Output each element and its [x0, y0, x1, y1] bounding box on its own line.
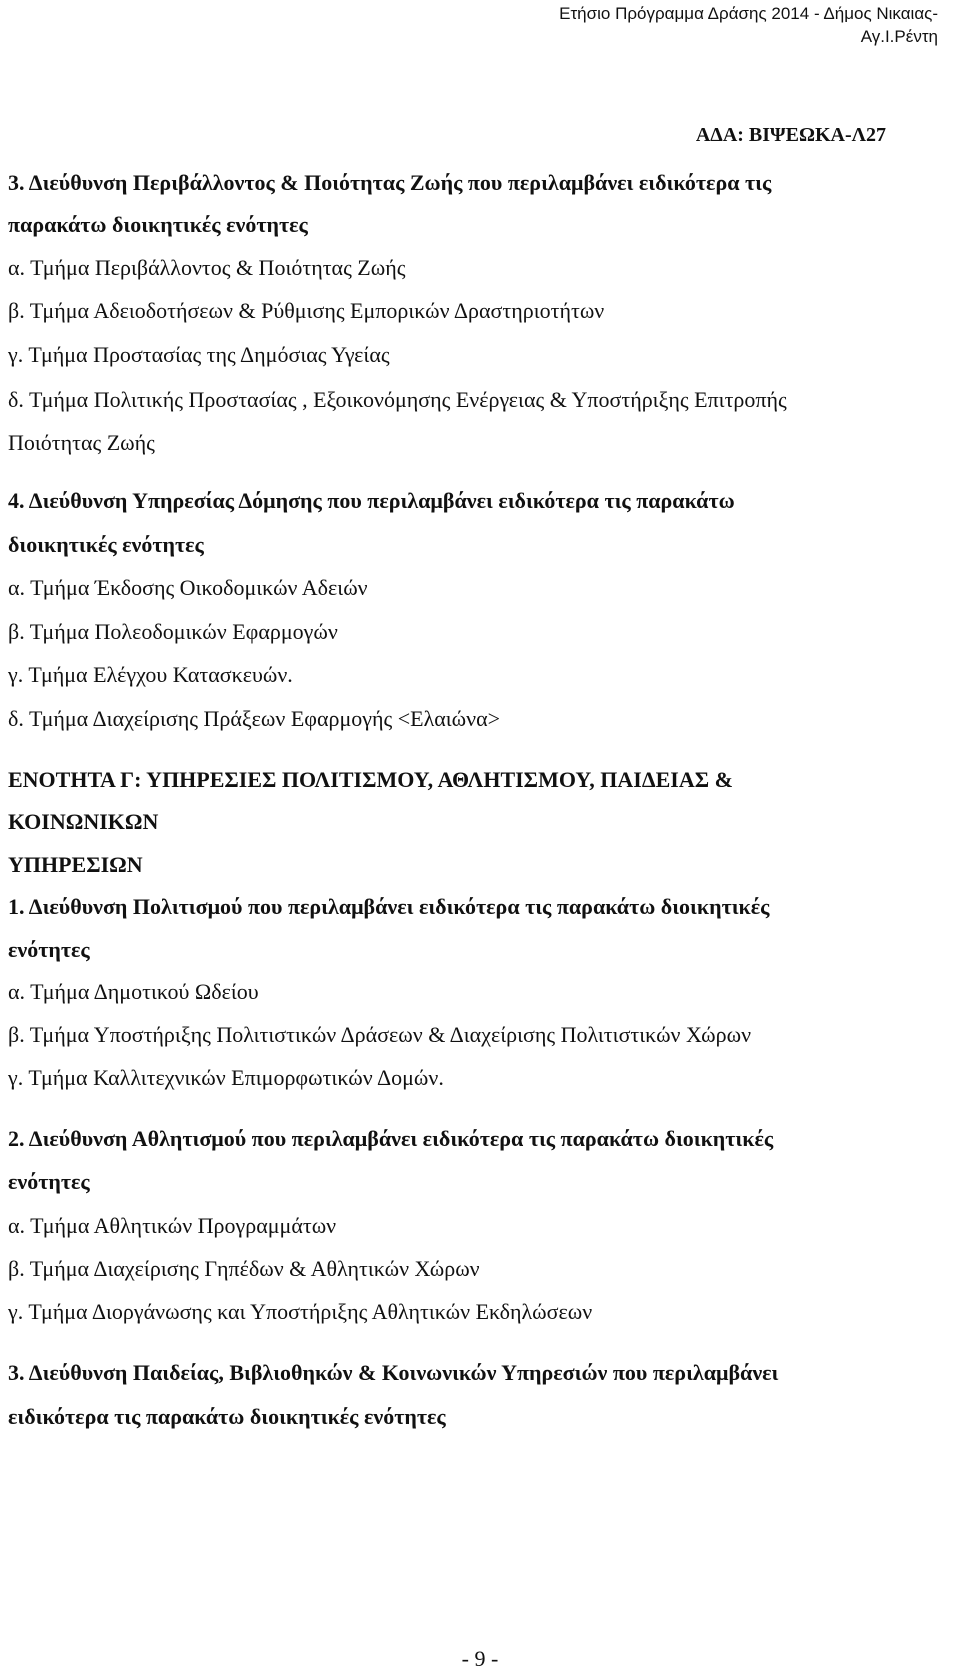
section-heading-line: διοικητικές ενότητες: [8, 532, 204, 557]
list-item: γ. Τμήμα Ελέγχου Κατασκευών.: [8, 662, 293, 687]
list-item: α. Τμήμα Περιβάλλοντος & Ποιότητας Ζωής: [8, 255, 406, 280]
list-item: γ. Τμήμα Διοργάνωσης και Υποστήριξης Αθλητικών Εκδηλώσεων: [8, 1299, 593, 1324]
list-item: Ποιότητας Ζωής: [8, 430, 155, 455]
section-heading-line: παρακάτω διοικητικές ενότητες: [8, 212, 308, 237]
section-heading-line: ΚΟΙΝΩΝΙΚΩΝ: [8, 809, 159, 834]
list-item: δ. Τμήμα Διαχείρισης Πράξεων Εφαρμογής <Ελαιώνα>: [8, 706, 501, 731]
section-heading-line: 3. Διεύθυνση Περιβάλλοντος & Ποιότητας Ζωής που περιλαμβάνει ειδικότερα τις: [8, 170, 772, 195]
list-item: β. Τμήμα Υποστήριξης Πολιτιστικών Δράσεων & Διαχείρισης Πολιτιστικών Χώρων: [8, 1022, 752, 1047]
section-heading-line: ειδικότερα τις παρακάτω διοικητικές ενότητες: [8, 1404, 446, 1429]
list-item: β. Τμήμα Αδειοδοτήσεων & Ρύθμισης Εμπορικών Δραστηριοτήτων: [8, 298, 605, 323]
section-heading-line: ενότητες: [8, 1169, 90, 1194]
section-heading-line: 2. Διεύθυνση Αθλητισμού που περιλαμβάνει ειδικότερα τις παρακάτω διοικητικές: [8, 1126, 774, 1151]
section-heading-line: ενότητες: [8, 937, 90, 962]
list-item: α. Τμήμα Αθλητικών Προγραμμάτων: [8, 1213, 337, 1238]
list-item: γ. Τμήμα Καλλιτεχνικών Επιμορφωτικών Δομών.: [8, 1065, 444, 1090]
page-header: [559, 2, 938, 48]
header-subtitle: Αγ.Ι.Ρέντη: [860, 27, 938, 46]
list-item: α. Τμήμα Έκδοσης Οικοδομικών Αδειών: [8, 575, 368, 600]
section-heading-line: 4. Διεύθυνση Υπηρεσίας Δόμησης που περιλαμβάνει ειδικότερα τις παρακάτω: [8, 488, 735, 513]
section-heading-line: 3. Διεύθυνση Παιδείας, Βιβλιοθηκών & Κοινωνικών Υπηρεσιών που περιλαμβάνει: [8, 1360, 779, 1385]
ada-code: ΑΔΑ: ΒΙΨΕΩΚΑ-Λ27: [695, 124, 886, 146]
section-heading-line: 1. Διεύθυνση Πολιτισμού που περιλαμβάνει ειδικότερα τις παρακάτω διοικητικές: [8, 894, 770, 919]
list-item: α. Τμήμα Δημοτικού Ωδείου: [8, 979, 259, 1004]
section-heading-line: ΕΝΟΤΗΤΑ Γ: ΥΠΗΡΕΣΙΕΣ ΠΟΛΙΤΙΣΜΟΥ, ΑΘΛΗΤΙΣΜΟΥ, ΠΑΙΔΕΙΑΣ &: [8, 767, 733, 792]
page-number: - 9 -: [461, 1646, 499, 1671]
list-item: β. Τμήμα Διαχείρισης Γηπέδων & Αθλητικών Χώρων: [8, 1256, 480, 1281]
list-item: δ. Τμήμα Πολιτικής Προστασίας , Εξοικονόμησης Ενέργειας & Υποστήριξης Επιτροπής: [8, 387, 787, 412]
section-heading-line: ΥΠΗΡΕΣΙΩΝ: [8, 852, 143, 877]
list-item: γ. Τμήμα Προστασίας της Δημόσιας Υγείας: [8, 342, 390, 367]
header-title: Ετήσιο Πρόγραμμα Δράσης 2014 - Δήμος Νικαιας-: [559, 4, 938, 23]
list-item: β. Τμήμα Πολεοδομικών Εφαρμογών: [8, 619, 338, 644]
